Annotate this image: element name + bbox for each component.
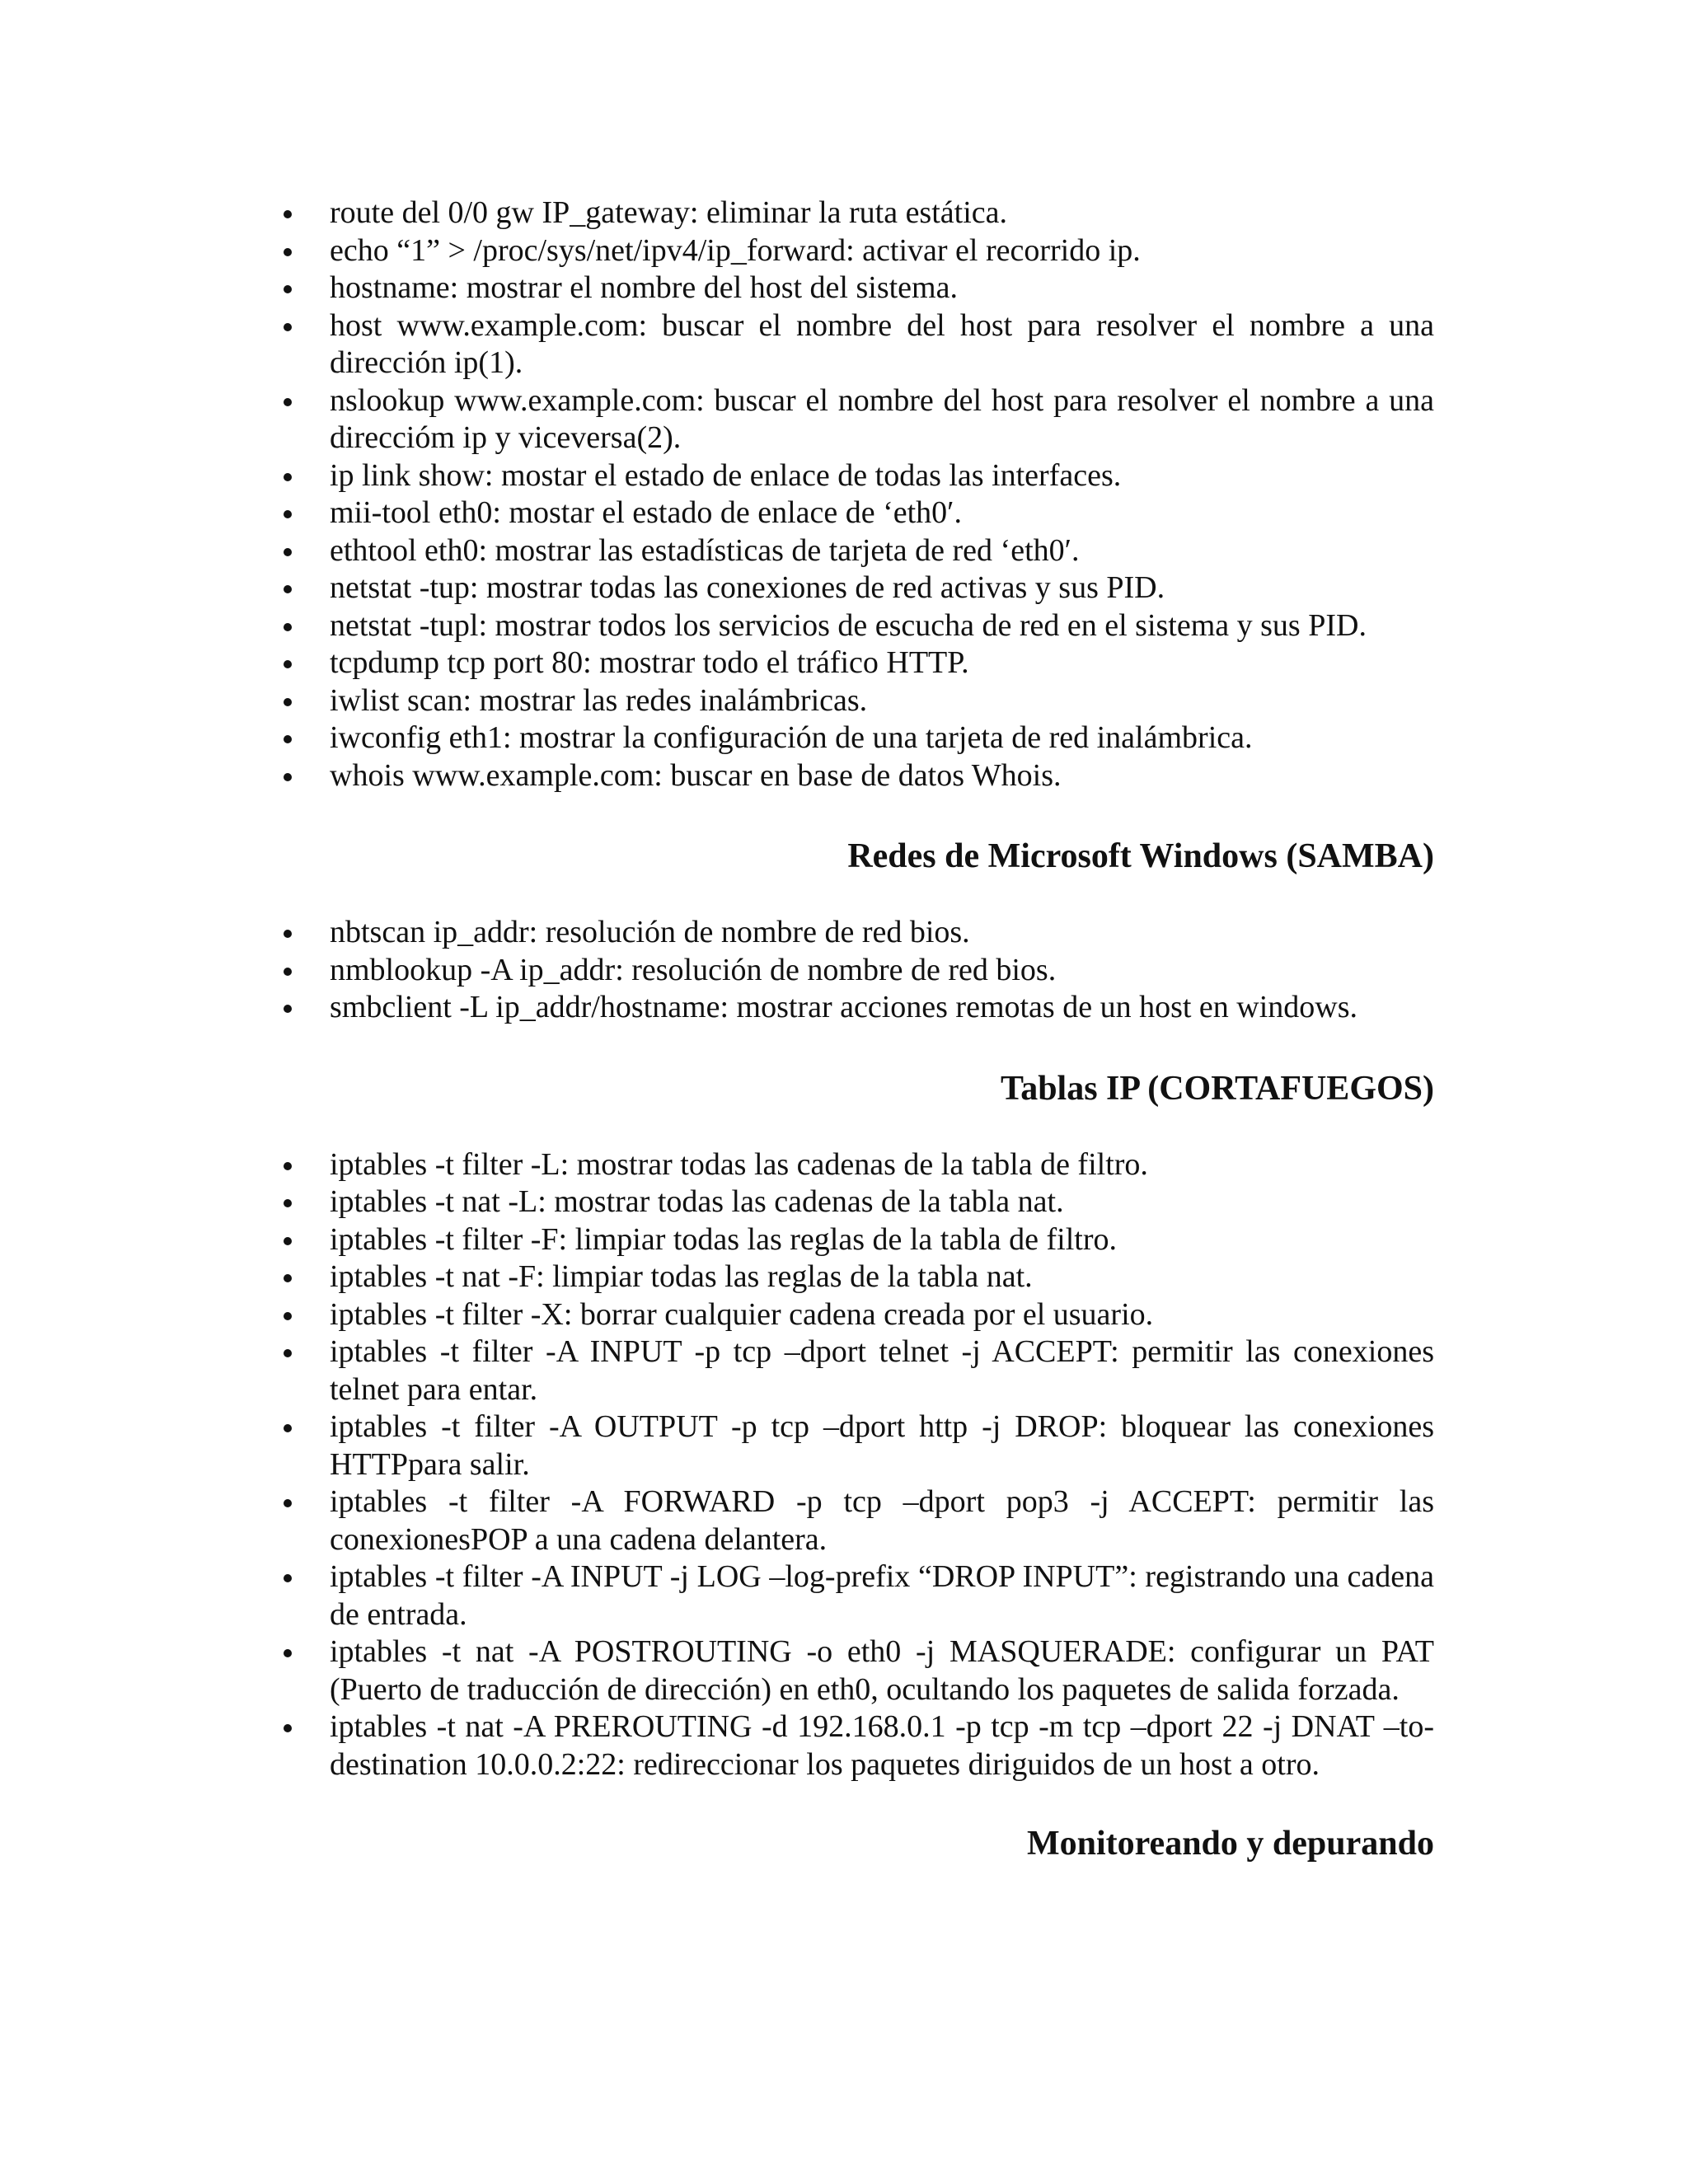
list-item: ip link show: mostar el estado de enlace de todas las interfaces. — [330, 457, 1434, 495]
list-item: iwconfig eth1: mostrar la configuración de una tarjeta de red inalámbrica. — [330, 719, 1434, 757]
list-item: hostname: mostrar el nombre del host del sistema. — [330, 269, 1434, 307]
iptables-command-list — [330, 1146, 1434, 1784]
list-item: iptables -t nat -A POSTROUTING -o eth0 -j MASQUERADE: configurar un PAT (Puerto de traducción de dirección) en eth0, ocultando los paquetes de salida forzada. — [330, 1633, 1434, 1708]
list-item: netstat -tup: mostrar todas las conexiones de red activas y sus PID. — [330, 569, 1434, 607]
list-item: iptables -t filter -F: limpiar todas las reglas de la tabla de filtro. — [330, 1221, 1434, 1259]
list-item: nslookup www.example.com: buscar el nombre del host para resolver el nombre a una direccióm ip y viceversa(2). — [330, 382, 1434, 457]
section-heading-monitoring: Monitoreando y depurando — [1027, 1825, 1434, 1863]
list-item: iptables -t filter -A INPUT -p tcp –dport telnet -j ACCEPT: permitir las conexiones telnet para entar. — [330, 1333, 1434, 1408]
list-item: iptables -t filter -A FORWARD -p tcp –dport pop3 -j ACCEPT: permitir las conexionesPOP a una cadena delantera. — [330, 1483, 1434, 1558]
list-item: host www.example.com: buscar el nombre del host para resolver el nombre a una dirección ip(1). — [330, 307, 1434, 382]
list-item: iptables -t nat -A PREROUTING -d 192.168.0.1 -p tcp -m tcp –dport 22 -j DNAT –to-destination 10.0.0.2:22: redireccionar los paquetes diriguidos de un host a otro. — [330, 1708, 1434, 1783]
list-item: iptables -t filter -A OUTPUT -p tcp –dport http -j DROP: bloquear las conexiones HTTPpara salir. — [330, 1408, 1434, 1483]
section-heading-iptables: Tablas IP (CORTAFUEGOS) — [1001, 1069, 1434, 1108]
list-item: iptables -t filter -X: borrar cualquier cadena creada por el usuario. — [330, 1296, 1434, 1334]
list-item: route del 0/0 gw IP_gateway: eliminar la ruta estática. — [330, 194, 1434, 232]
list-item: nmblookup -A ip_addr: resolución de nombre de red bios. — [330, 952, 1434, 990]
list-item: iptables -t filter -A INPUT -j LOG –log-prefix “DROP INPUT”: registrando una cadena de entrada. — [330, 1558, 1434, 1633]
intro-command-list — [330, 194, 1434, 794]
list-item: tcpdump tcp port 80: mostrar todo el tráfico HTTP. — [330, 644, 1434, 682]
samba-command-list — [330, 914, 1434, 1027]
list-item: mii-tool eth0: mostar el estado de enlace de ‘eth0′. — [330, 494, 1434, 532]
list-item: netstat -tupl: mostrar todos los servicios de escucha de red en el sistema y sus PID. — [330, 607, 1434, 645]
document-page — [330, 194, 1434, 1864]
section-heading-samba: Redes de Microsoft Windows (SAMBA) — [847, 837, 1434, 875]
list-item: iwlist scan: mostrar las redes inalámbricas. — [330, 682, 1434, 720]
list-item: iptables -t nat -L: mostrar todas las cadenas de la tabla nat. — [330, 1183, 1434, 1221]
list-item: iptables -t nat -F: limpiar todas las reglas de la tabla nat. — [330, 1258, 1434, 1296]
list-item: ethtool eth0: mostrar las estadísticas de tarjeta de red ‘eth0′. — [330, 532, 1434, 570]
list-item: smbclient -L ip_addr/hostname: mostrar acciones remotas de un host en windows. — [330, 989, 1434, 1027]
list-item: iptables -t filter -L: mostrar todas las cadenas de la tabla de filtro. — [330, 1146, 1434, 1184]
list-item: echo “1” > /proc/sys/net/ipv4/ip_forward: activar el recorrido ip. — [330, 232, 1434, 270]
list-item: nbtscan ip_addr: resolución de nombre de red bios. — [330, 914, 1434, 952]
list-item: whois www.example.com: buscar en base de datos Whois. — [330, 757, 1434, 795]
